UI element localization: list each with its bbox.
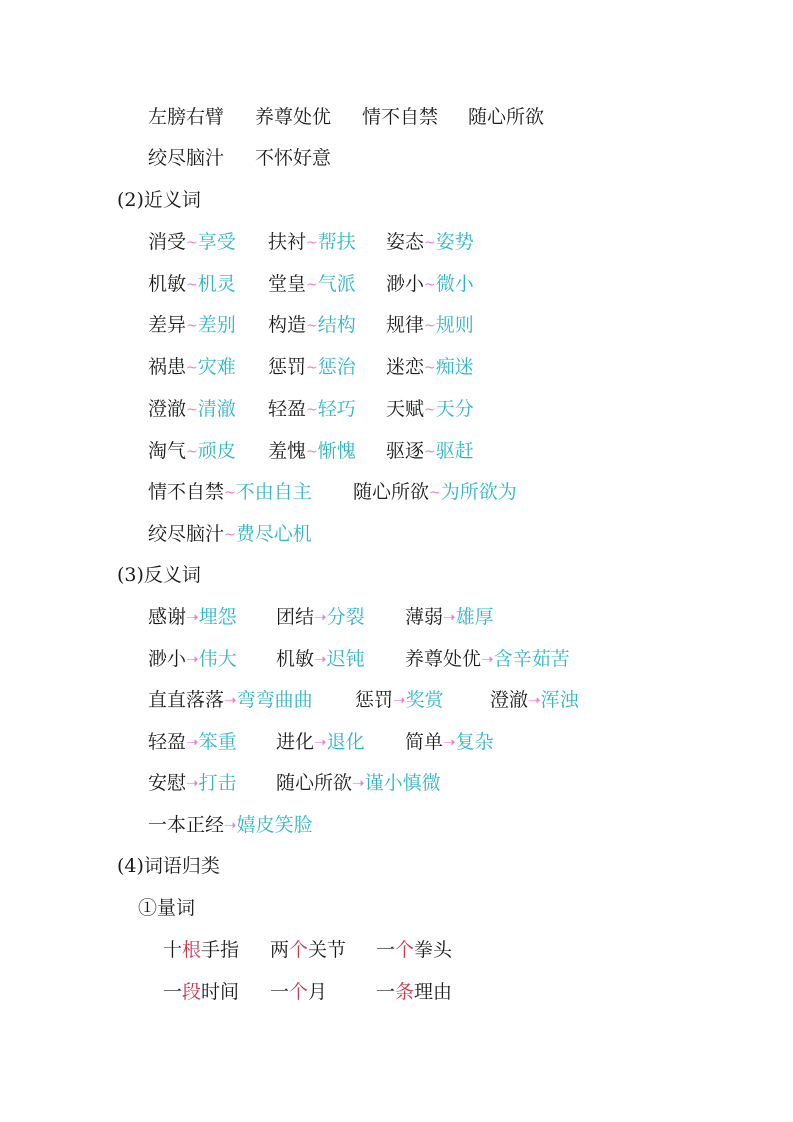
answer-word: 伟大: [198, 647, 237, 670]
answer-word: 复杂: [455, 730, 494, 753]
arrow-icon: ➝: [224, 691, 237, 710]
word: 渺小: [386, 272, 425, 295]
word: 淘气: [148, 439, 187, 462]
word: 安慰: [148, 772, 187, 795]
word-pair: [386, 438, 474, 465]
tilde-icon: ~: [306, 235, 318, 251]
word: 天赋: [386, 397, 425, 420]
answer-word: 奖赏: [405, 689, 444, 712]
measure-phrase: [163, 979, 239, 1005]
word: 左膀右臂: [148, 106, 225, 128]
measure-phrase: [376, 979, 452, 1005]
answer-word: 迟钝: [326, 647, 365, 670]
word-pair: [148, 312, 236, 339]
answer-word: 埋怨: [198, 606, 237, 628]
word: 机敏: [276, 647, 315, 670]
word: 一本正经: [148, 814, 225, 836]
answer-word: 天分: [435, 397, 474, 420]
tilde-icon: ~: [424, 235, 436, 251]
measure-word: 个: [395, 939, 415, 961]
word: 感谢: [148, 606, 187, 628]
answer-word: 惭愧: [317, 439, 356, 462]
answer-word: 轻巧: [317, 397, 356, 420]
measure-word: 个: [289, 981, 309, 1003]
answer-word: 费尽心机: [235, 522, 312, 545]
tilde-icon: ~: [186, 318, 198, 335]
arrow-icon: ➝: [186, 732, 199, 751]
word-pair: [148, 604, 237, 630]
noun: 手指: [201, 939, 240, 961]
word-pair: [148, 438, 236, 465]
word-pair: [276, 770, 441, 796]
word: 驱逐: [386, 439, 425, 462]
tilde-icon: ~: [429, 485, 441, 502]
word-pair: [148, 396, 236, 423]
tilde-icon: ~: [186, 401, 198, 418]
measure-word: 根: [182, 939, 202, 961]
word: 进化: [276, 730, 315, 753]
measure-phrase: [376, 937, 452, 963]
answer-word: 嬉皮笑脸: [236, 814, 313, 836]
arrow-icon: ➝: [186, 649, 199, 668]
arrow-icon: ➝: [443, 608, 456, 626]
word: 随心所欲: [353, 481, 430, 504]
word-pair: [386, 396, 474, 423]
word: 祸患: [148, 356, 187, 379]
word: 构造: [268, 314, 307, 337]
tilde-icon: ~: [424, 360, 436, 377]
word-pair: [405, 646, 570, 672]
answer-word: 规则: [435, 314, 474, 337]
answer-word: 浑浊: [540, 689, 579, 712]
word-pair: [148, 646, 237, 672]
answer-word: 退化: [326, 730, 365, 753]
word-pair: [148, 521, 312, 548]
numeral: 两: [270, 939, 290, 961]
arrow-icon: ➝: [186, 774, 199, 793]
noun: 关节: [308, 939, 347, 961]
word: 消受: [148, 231, 187, 253]
arrow-icon: ➝: [352, 774, 365, 793]
section-heading: (3)反义词: [117, 564, 201, 586]
sub-heading: ①量词: [138, 897, 196, 919]
tilde-icon: ~: [306, 276, 318, 293]
answer-word: 痴迷: [435, 356, 474, 379]
answer-word: 惩治: [317, 356, 356, 379]
tilde-icon: ~: [186, 360, 198, 377]
word-pair: [405, 604, 494, 630]
word: 情不自禁: [362, 106, 439, 128]
answer-word: 微小: [435, 272, 474, 295]
arrow-icon: ➝: [314, 649, 327, 668]
answer-word: 清澈: [197, 397, 236, 420]
word-pair: [148, 479, 312, 506]
word: 澄澈: [148, 397, 187, 420]
measure-phrase: [163, 937, 239, 963]
numeral: 一: [270, 981, 290, 1003]
section-heading: (2)近义词: [117, 189, 201, 211]
word-pair: [386, 271, 474, 298]
word: 澄澈: [490, 689, 529, 712]
answer-word: 姿势: [435, 231, 474, 253]
arrow-icon: ➝: [186, 608, 199, 626]
word-pair: [148, 354, 236, 381]
measure-phrase: [270, 937, 346, 963]
noun: 理由: [414, 981, 453, 1003]
word: 不怀好意: [255, 147, 332, 169]
word-pair: [276, 604, 365, 630]
word: 直直落落: [148, 689, 225, 712]
arrow-icon: ➝: [314, 608, 327, 626]
word-pair: [148, 687, 313, 713]
word: 扶衬: [268, 231, 307, 253]
word: 绞尽脑汁: [148, 522, 225, 545]
word-pair: [148, 812, 313, 838]
tilde-icon: ~: [424, 443, 436, 460]
answer-word: 含辛茹苦: [493, 647, 570, 670]
tilde-icon: ~: [224, 526, 236, 543]
word-pair: [490, 687, 579, 713]
arrow-icon: ➝: [443, 732, 456, 751]
arrow-icon: ➝: [393, 691, 406, 710]
word: 养尊处优: [255, 106, 332, 128]
answer-word: 弯弯曲曲: [236, 689, 313, 712]
word-pair: [148, 229, 236, 256]
word-pair: [276, 729, 365, 755]
noun: 拳头: [414, 939, 453, 961]
answer-word: 雄厚: [455, 606, 494, 628]
word-pair: [355, 687, 444, 713]
answer-word: 不由自主: [235, 481, 312, 504]
word-pair: [386, 229, 474, 256]
answer-word: 分裂: [326, 606, 365, 628]
tilde-icon: ~: [186, 443, 198, 460]
word: 差异: [148, 314, 187, 337]
arrow-icon: ➝: [224, 816, 237, 834]
tilde-icon: ~: [424, 276, 436, 293]
word-pair: [148, 729, 237, 755]
tilde-icon: ~: [306, 401, 318, 418]
word: 羞愧: [268, 439, 307, 462]
word-pair: [268, 396, 356, 423]
word-pair: [386, 312, 474, 339]
numeral: 十: [163, 939, 183, 961]
answer-word: 帮扶: [317, 231, 356, 253]
word: 养尊处优: [405, 647, 482, 670]
measure-phrase: [270, 979, 327, 1005]
arrow-icon: ➝: [481, 649, 494, 668]
numeral: 一: [163, 981, 183, 1003]
word: 规律: [386, 314, 425, 337]
noun: 月: [308, 981, 328, 1003]
word-pair: [276, 646, 365, 672]
answer-word: 顽皮: [197, 439, 236, 462]
word: 惩罚: [268, 356, 307, 379]
tilde-icon: ~: [306, 443, 318, 460]
answer-word: 灾难: [197, 356, 236, 379]
word: 迷恋: [386, 356, 425, 379]
answer-word: 差别: [197, 314, 236, 337]
word-pair: [148, 271, 236, 298]
answer-word: 气派: [317, 272, 356, 295]
word-pair: [268, 312, 356, 339]
word: 轻盈: [268, 397, 307, 420]
numeral: 一: [376, 939, 396, 961]
tilde-icon: ~: [306, 318, 318, 335]
arrow-icon: ➝: [314, 732, 327, 751]
arrow-icon: ➝: [528, 691, 541, 710]
tilde-icon: ~: [424, 401, 436, 418]
word-pair: [386, 354, 474, 381]
answer-word: 驱赶: [435, 439, 474, 462]
word: 薄弱: [405, 606, 444, 628]
answer-word: 谨小慎微: [364, 772, 441, 795]
answer-word: 笨重: [198, 730, 237, 753]
word: 渺小: [148, 647, 187, 670]
tilde-icon: ~: [224, 485, 236, 502]
noun: 时间: [201, 981, 240, 1003]
answer-word: 为所欲为: [440, 481, 517, 504]
numeral: 一: [376, 981, 396, 1003]
answer-word: 机灵: [197, 272, 236, 295]
answer-word: 打击: [198, 772, 237, 795]
word: 堂皇: [268, 272, 307, 295]
word-pair: [268, 354, 356, 381]
section-heading: (4)词语归类: [117, 855, 220, 877]
word: 绞尽脑汁: [148, 147, 225, 169]
word: 情不自禁: [148, 481, 225, 504]
word-pair: [268, 229, 356, 256]
word: 随心所欲: [276, 772, 353, 795]
measure-word: 条: [395, 981, 415, 1003]
tilde-icon: ~: [186, 235, 198, 251]
answer-word: 享受: [197, 231, 236, 253]
tilde-icon: ~: [186, 276, 198, 293]
tilde-icon: ~: [306, 360, 318, 377]
measure-word: 段: [182, 981, 202, 1003]
word-pair: [405, 729, 494, 755]
tilde-icon: ~: [424, 318, 436, 335]
word-pair: [268, 438, 356, 465]
word: 惩罚: [355, 689, 394, 712]
word-pair: [148, 770, 237, 796]
word-pair: [353, 479, 517, 506]
word: 机敏: [148, 272, 187, 295]
word: 轻盈: [148, 730, 187, 753]
word-pair: [268, 271, 356, 298]
word: 姿态: [386, 231, 425, 253]
measure-word: 个: [289, 939, 309, 961]
answer-word: 结构: [317, 314, 356, 337]
word: 团结: [276, 606, 315, 628]
word: 简单: [405, 730, 444, 753]
word: 随心所欲: [468, 106, 545, 128]
